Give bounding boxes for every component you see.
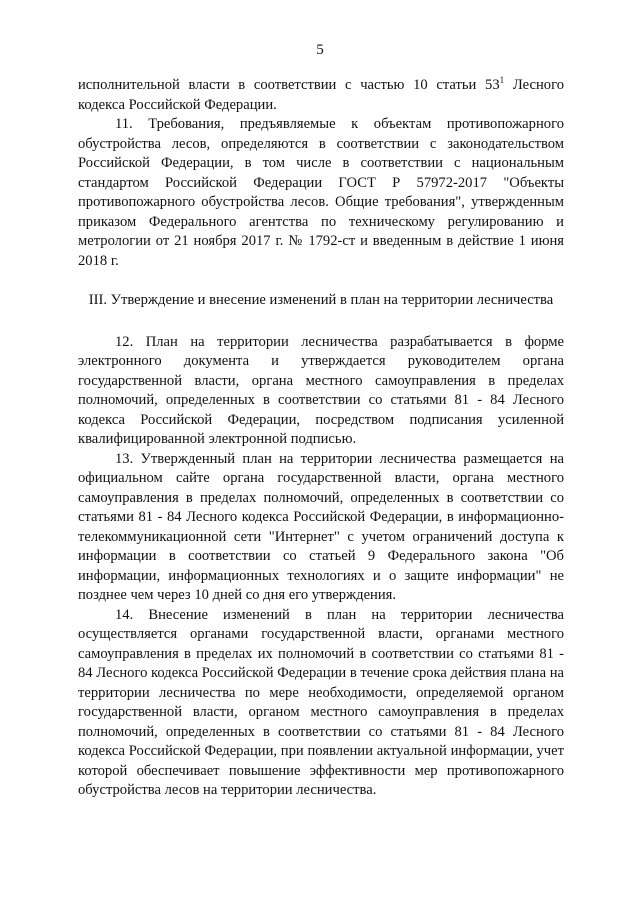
paragraph-continuation-tail: Лесного кодекса Российской Федерации. [78, 77, 564, 113]
paragraph-continuation [78, 76, 564, 115]
section-heading: III. Утверждение и внесение изменений в план на территории лесничества [88, 292, 554, 308]
page-number: 5 [316, 42, 324, 58]
paragraph-11: 11. Требования, предъявляемые к объектам противопожарного обустройства лесов, определяются в соответствии с законодательством Российской Федерации, в том числе в соответствии с национальным стандартом Российской Федерации ГОСТ Р 57972-2017 "Объекты противопожарного обустройства лесов. Общие требования", утвержденным приказом Федерального агентства по техническому регулированию и метрологии от 21 ноября 2017 г. № 1792-ст и введенным в действие 1 июня 2018 г. [78, 116, 564, 269]
document-body [78, 76, 564, 801]
paragraph-continuation-text: исполнительной власти в соответствии с частью 10 статьи 53 [78, 77, 500, 93]
paragraph-13: 13. Утвержденный план на территории лесничества размещается на официальном сайте органа государственной власти, органа местного самоуправления в пределах полномочий, определенных в соответствии со статьями 81 - 84 Лесного кодекса Российской Федерации, в информационно-телекоммуникационной сети "Интернет" с учетом ограничений доступа к информации в соответствии со статьей 9 Федерального закона "Об информации, информационных технологиях и о защите информации" не позднее чем через 10 дней со дня его утверждения. [78, 450, 564, 603]
paragraph-14: 14. Внесение изменений в план на территории лесничества осуществляется органами государственной власти, органами местного самоуправления в пределах их полномочий в соответствии со статьями 81 - 84 Лесного кодекса Российской Федерации в течение срока действия плана на территории лесничества по мере необходимости, определяемой органом государственной власти, органом местного самоуправления в пределах полномочий, определенных в соответствии со статьями 81 - 84 Лесного кодекса Российской Федерации, при появлении актуальной информации, учет которой обеспечивает повышение эффективности мер противопожарного обустройства лесов на территории лесничества. [78, 606, 564, 798]
superscript-article-index: 1 [499, 75, 505, 86]
paragraph-12: 12. План на территории лесничества разрабатывается в форме электронного документа и утверждается руководителем органа государственной власти, органа местного самоуправления в пределах полномочий, определенных в соответствии со статьями 81 - 84 Лесного кодекса Российской Федерации, посредством подписания усиленной квалифицированной электронной подписью. [78, 333, 564, 447]
